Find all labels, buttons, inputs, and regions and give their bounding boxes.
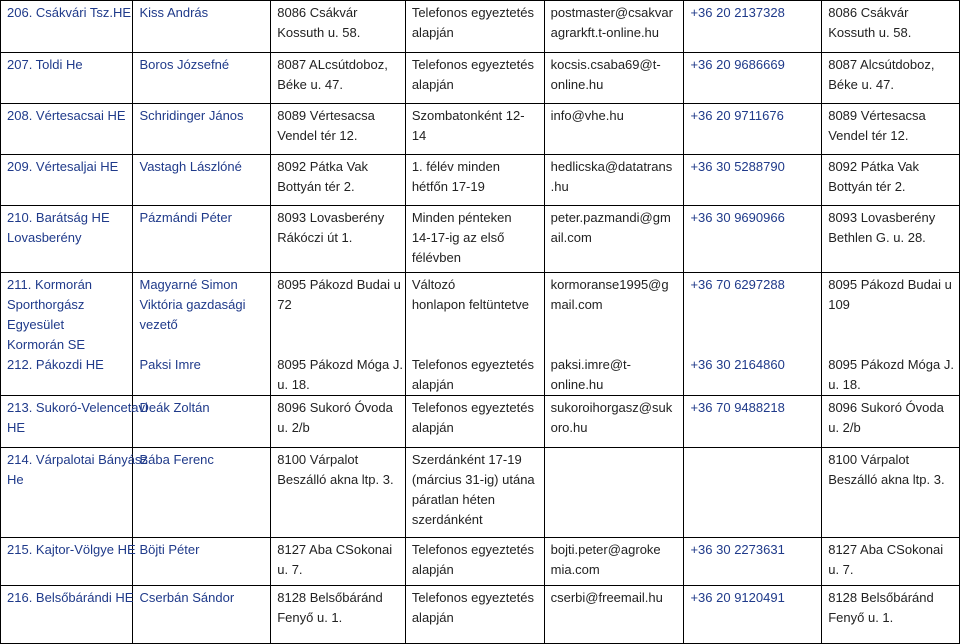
cell-text-line: 8092 Pátka Vak xyxy=(828,159,920,174)
cell-text-line: online.hu xyxy=(550,77,604,92)
schedule-cell xyxy=(405,448,544,538)
cell-text-line: 109 xyxy=(828,297,850,312)
cell-text-line xyxy=(277,315,403,335)
cell-text-line: 1. félév minden xyxy=(411,159,500,174)
cell-text-line: Telefonos egyeztetés xyxy=(411,590,534,605)
table-body xyxy=(1,1,960,644)
email-cell xyxy=(544,586,684,644)
phone-cell xyxy=(684,396,822,448)
schedule-cell xyxy=(405,538,544,586)
cell-text-line: 8089 Vértesacsa xyxy=(828,108,926,123)
table-row xyxy=(1,586,960,644)
email-cell xyxy=(544,1,684,53)
second-address-cell xyxy=(822,396,960,448)
cell-text-line: 8100 Várpalot xyxy=(277,452,359,467)
cell-text-line: Kormorán SE xyxy=(7,337,86,352)
cell-text-line: Paksi Imre xyxy=(139,357,201,372)
cell-text-line: Boros Józsefné xyxy=(139,57,230,72)
contact-person-cell xyxy=(133,53,271,104)
association-name-cell xyxy=(1,586,133,644)
phone-cell xyxy=(684,206,822,273)
cell-text-line: online.hu xyxy=(550,377,604,392)
cell-text-line: 206. Csákvári Tsz.HE xyxy=(7,5,132,20)
second-address-cell xyxy=(822,155,960,206)
contact-person-cell xyxy=(133,273,271,396)
association-name-cell xyxy=(1,538,136,586)
cell-text-line: cserbi@freemail.hu xyxy=(550,590,663,605)
cell-text-line: +36 30 2164860 xyxy=(690,357,785,372)
cell-text-line: +36 20 9711676 xyxy=(690,108,784,123)
address-cell xyxy=(271,586,406,644)
cell-text-line: alapján xyxy=(411,610,454,625)
cell-text-line: 8087 Alcsútdoboz, xyxy=(828,57,935,72)
cell-text-line: 14-17-ig az első xyxy=(411,230,505,245)
cell-text-line: postmaster@csakvar xyxy=(550,5,673,20)
address-cell xyxy=(271,448,406,538)
schedule-cell xyxy=(405,273,544,396)
email-cell xyxy=(544,273,684,396)
contact-person-cell xyxy=(133,104,271,155)
email-cell xyxy=(544,53,684,104)
cell-text-line: +36 30 2273631 xyxy=(690,542,785,557)
phone-cell xyxy=(684,53,822,104)
schedule-cell xyxy=(405,396,544,448)
cell-text-line: Fenyő u. 1. xyxy=(277,610,343,625)
cell-text-line: 8128 Belsőbáránd xyxy=(828,590,934,605)
cell-text-line: vezető xyxy=(139,317,178,332)
table-row xyxy=(1,396,960,448)
cell-text-line: +36 30 5288790 xyxy=(690,159,785,174)
cell-text-line: Schridinger János xyxy=(139,108,244,123)
cell-text-line: 8128 Belsőbáránd xyxy=(277,590,383,605)
second-address-cell xyxy=(822,273,960,396)
cell-text-line: u. 2/b xyxy=(277,420,310,435)
cell-text-line: 8095 Pákozd Móga J. xyxy=(828,357,954,372)
cell-text-line: peter.pazmandi@gm xyxy=(550,210,671,225)
cell-text-line: Kossuth u. 58. xyxy=(277,25,361,40)
cell-text-line: 8100 Várpalot xyxy=(828,452,910,467)
schedule-cell xyxy=(405,104,544,155)
phone-cell xyxy=(684,538,822,586)
cell-text-line: Vendel tér 12. xyxy=(277,128,358,143)
phone-cell xyxy=(684,104,822,155)
cell-text-line: Kiss András xyxy=(139,5,209,20)
cell-text-line: Cserbán Sándor xyxy=(139,590,235,605)
cell-text-line: Viktória gazdasági xyxy=(139,297,246,312)
email-cell xyxy=(544,396,684,448)
cell-text-line: Vastagh Lászlóné xyxy=(139,159,242,174)
cell-text-line xyxy=(412,335,542,355)
cell-text-line: u. 18. xyxy=(828,377,861,392)
cell-text-line: 8096 Sukoró Óvoda xyxy=(277,400,393,415)
association-name-cell xyxy=(1,273,133,396)
cell-text-line: bojti.peter@agroke xyxy=(550,542,661,557)
table-row xyxy=(1,53,960,104)
second-address-cell xyxy=(822,538,960,586)
cell-text-line xyxy=(551,315,682,335)
cell-text-line: 210. Barátság HE xyxy=(7,210,110,225)
association-name-cell xyxy=(1,1,133,53)
cell-text-line: Egyesület xyxy=(7,317,65,332)
cell-text-line: Szerdánként 17-19 xyxy=(411,452,522,467)
contact-person-cell xyxy=(133,1,271,53)
cell-text-line: 14 xyxy=(411,128,427,143)
second-address-cell xyxy=(822,586,960,644)
cell-text-line: +36 30 9690966 xyxy=(690,210,785,225)
schedule-cell xyxy=(405,586,544,644)
cell-text-line: Beszálló akna ltp. 3. xyxy=(277,472,394,487)
contact-person-cell xyxy=(133,396,271,448)
cell-text-line: mia.com xyxy=(550,562,600,577)
schedule-cell xyxy=(405,155,544,206)
cell-text-line: alapján xyxy=(411,420,454,435)
contact-person-cell xyxy=(133,586,271,644)
cell-text-line xyxy=(412,315,542,335)
second-address-cell xyxy=(822,104,960,155)
cell-text-line: oro.hu xyxy=(550,420,588,435)
phone-cell xyxy=(684,586,822,644)
cell-text-line: páratlan héten xyxy=(411,492,495,507)
cell-text-line: Bottyán tér 2. xyxy=(277,179,355,194)
cell-text-line: Béke u. 47. xyxy=(277,77,344,92)
cell-text-line: +36 70 6297288 xyxy=(690,277,785,292)
cell-text-line: kormoranse1995@g xyxy=(550,277,669,292)
cell-text-line xyxy=(690,295,819,315)
cell-text-line: u. 18. xyxy=(277,377,310,392)
cell-text-line: 207. Toldi He xyxy=(7,57,83,72)
cell-text-line: félévben xyxy=(411,250,461,265)
cell-text-line: 8093 Lovasberény xyxy=(277,210,385,225)
cell-text-line: 8092 Pátka Vak xyxy=(277,159,369,174)
cell-text-line: hedlicska@datatrans xyxy=(550,159,673,174)
cell-text-line: Kossuth u. 58. xyxy=(828,25,912,40)
cell-text-line: u. 2/b xyxy=(828,420,861,435)
cell-text-line: He xyxy=(7,472,24,487)
cell-text-line: 8089 Vértesacsa xyxy=(277,108,375,123)
cell-text-line: Bába Ferenc xyxy=(139,452,214,467)
cell-text-line: +36 20 2137328 xyxy=(690,5,785,20)
association-name-cell xyxy=(1,448,148,538)
cell-text-line xyxy=(828,315,957,335)
cell-text-line: Rákóczi út 1. xyxy=(277,230,353,245)
phone-cell xyxy=(684,273,822,396)
cell-text-line: Minden pénteken xyxy=(411,210,512,225)
cell-text-line: 8086 Csákvár xyxy=(828,5,909,20)
association-name-cell xyxy=(1,396,148,448)
address-cell xyxy=(271,104,406,155)
cell-text-line: 8087 ALcsútdoboz, xyxy=(277,57,388,72)
cell-text-line: Deák Zoltán xyxy=(139,400,210,415)
association-name-cell xyxy=(1,206,133,273)
cell-text-line: Szombatonként 12- xyxy=(411,108,525,123)
cell-text-line: Bethlen G. u. 28. xyxy=(828,230,926,245)
phone-cell xyxy=(684,448,822,538)
cell-text-line: alapján xyxy=(411,377,454,392)
association-name-cell xyxy=(1,53,133,104)
address-cell xyxy=(271,396,406,448)
table-row xyxy=(1,104,960,155)
cell-text-line: 8095 Pákozd Móga J. xyxy=(277,357,403,372)
contact-person-cell xyxy=(133,206,271,273)
cell-text-line: Sporthorgász xyxy=(7,297,85,312)
cell-text-line: Telefonos egyeztetés xyxy=(411,57,534,72)
email-cell xyxy=(544,155,684,206)
schedule-cell xyxy=(405,53,544,104)
cell-text-line: Telefonos egyeztetés xyxy=(411,542,534,557)
cell-text-line: alapján xyxy=(411,77,454,92)
cell-text-line: 8127 Aba CSokonai xyxy=(828,542,944,557)
second-address-cell xyxy=(822,1,960,53)
address-cell xyxy=(271,273,406,396)
cell-text-line xyxy=(690,335,819,355)
schedule-cell xyxy=(405,1,544,53)
schedule-cell xyxy=(405,206,544,273)
cell-text-line: Beszálló akna ltp. 3. xyxy=(828,472,945,487)
cell-text-line: agrarkft.t-online.hu xyxy=(550,25,660,40)
table-row xyxy=(1,273,960,396)
cell-text-line: Bottyán tér 2. xyxy=(828,179,906,194)
cell-text-line: 214. Várpalotai Bányász xyxy=(7,452,148,467)
second-address-cell xyxy=(822,53,960,104)
cell-text-line: 215. Kajtor-Völgye HE xyxy=(7,542,136,557)
cell-text-line xyxy=(277,335,403,355)
cell-text-line: u. 7. xyxy=(277,562,303,577)
cell-text-line: 8127 Aba CSokonai xyxy=(277,542,393,557)
cell-text-line: Lovasberény xyxy=(7,230,82,245)
cell-text-line: (március 31-ig) utána xyxy=(411,472,535,487)
cell-text-line: 8086 Csákvár xyxy=(277,5,358,20)
cell-text-line: Böjti Péter xyxy=(139,542,200,557)
cell-text-line: +36 20 9686669 xyxy=(690,57,785,72)
second-address-cell xyxy=(822,448,960,538)
cell-text-line: 8093 Lovasberény xyxy=(828,210,936,225)
address-cell xyxy=(271,1,406,53)
email-cell xyxy=(544,206,684,273)
cell-text-line: 212. Pákozdi HE xyxy=(7,357,104,372)
cell-text-line xyxy=(690,315,819,335)
cell-text-line: Béke u. 47. xyxy=(828,77,894,92)
email-cell xyxy=(544,538,684,586)
cell-text-line: Telefonos egyeztetés xyxy=(411,5,534,20)
cell-text-line: Magyarné Simon xyxy=(139,277,238,292)
cell-text-line: 8095 Pákozd Budai u xyxy=(277,277,401,292)
cell-text-line: honlapon feltüntetve xyxy=(411,297,529,312)
address-cell xyxy=(271,206,406,273)
cell-text-line: mail.com xyxy=(550,297,603,312)
phone-cell xyxy=(684,155,822,206)
cell-text-line: Pázmándi Péter xyxy=(139,210,232,225)
cell-text-line: alapján xyxy=(411,25,454,40)
address-cell xyxy=(271,53,406,104)
phone-cell xyxy=(684,1,822,53)
table-row xyxy=(1,155,960,206)
cell-text-line: 208. Vértesacsai HE xyxy=(7,108,126,123)
cell-text-line: info@vhe.hu xyxy=(550,108,624,123)
table-row xyxy=(1,1,960,53)
contact-person-cell xyxy=(133,155,271,206)
cell-text-line: kocsis.csaba69@t- xyxy=(550,57,661,72)
cell-text-line: Változó xyxy=(411,277,456,292)
cell-text-line: Telefonos egyeztetés xyxy=(411,357,534,372)
association-name-cell xyxy=(1,155,133,206)
cell-text-line: 213. Sukoró-Velencetavi xyxy=(7,400,148,415)
cell-text-line: paksi.imre@t- xyxy=(550,357,631,372)
address-cell xyxy=(271,538,406,586)
cell-text-line: Vendel tér 12. xyxy=(828,128,909,143)
address-cell xyxy=(271,155,406,206)
table-row xyxy=(1,448,960,538)
cell-text-line: ail.com xyxy=(550,230,592,245)
cell-text-line: +36 70 9488218 xyxy=(690,400,785,415)
cell-text-line: Fenyő u. 1. xyxy=(828,610,894,625)
cell-text-line: 209. Vértesaljai HE xyxy=(7,159,119,174)
cell-text-line: sukoroihorgasz@suk xyxy=(550,400,673,415)
table-row xyxy=(1,206,960,273)
cell-text-line: alapján xyxy=(411,562,454,577)
cell-text-line: 216. Belsőbárándi HE xyxy=(7,590,134,605)
cell-text-line: 8096 Sukoró Óvoda xyxy=(828,400,944,415)
cell-text-line: szerdánként xyxy=(411,512,483,527)
cell-text-line xyxy=(551,335,682,355)
cell-text-line: .hu xyxy=(550,179,569,194)
contact-person-cell xyxy=(133,538,271,586)
email-cell xyxy=(544,104,684,155)
cell-text-line: HE xyxy=(7,420,26,435)
cell-text-line: hétfőn 17-19 xyxy=(411,179,485,194)
cell-text-line: 211. Kormorán xyxy=(7,277,93,292)
contact-person-cell xyxy=(133,448,271,538)
cell-text-line: u. 7. xyxy=(828,562,854,577)
email-cell xyxy=(544,448,684,538)
cell-text-line: 8095 Pákozd Budai u xyxy=(828,277,952,292)
cell-text-line xyxy=(139,335,268,355)
cell-text-line xyxy=(828,335,957,355)
association-name-cell xyxy=(1,104,133,155)
table-row xyxy=(1,538,960,586)
second-address-cell xyxy=(822,206,960,273)
cell-text-line: Telefonos egyeztetés xyxy=(411,400,534,415)
cell-text-line: +36 20 9120491 xyxy=(690,590,785,605)
cell-text-line: 72 xyxy=(277,297,292,312)
